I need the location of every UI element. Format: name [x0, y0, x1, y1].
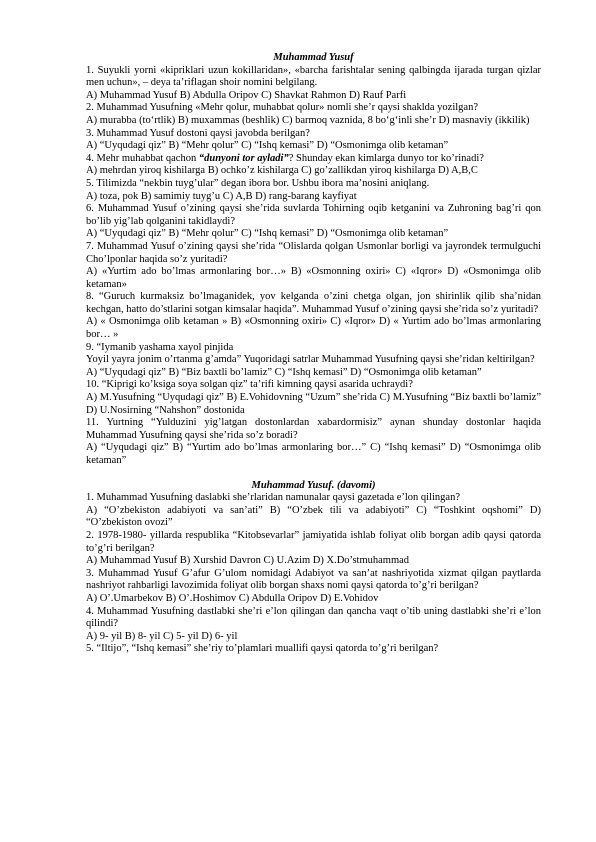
document-page [86, 52, 541, 656]
section-title: Muhammad Yusuf [273, 52, 354, 63]
answer-options: A) Muhammad Yusuf B) Xurshid Davron C) U.Azim D) X.Do’stmuhammad [86, 555, 410, 567]
answer-options: A) “O’zbekiston adabiyoti va san’ati” B) “O’zbek tili va adabiyoti” C) “Toshkint oqshomi” D) “O’zbekiston ovozi” [86, 504, 541, 529]
question-text: 9. “Iymanib yashama xayol pinjida [86, 341, 234, 353]
question-text: 1. Suyukli yorni «kipriklari uzun kokillaridan», «barcha farishtalar sening qalbingda ijarada turgan qizlar men uchun», – deya ta’riflagan shoir nomini belgilang. [86, 64, 541, 89]
question-text: 7. Muhammad Yusuf o’zining qaysi she’rida “Olislarda qolgan Usmonlar borligi va jayrondek termulguchi Cho’lponlar haqida so’z yuritadi? [86, 240, 541, 265]
question-text: 1. Muhammad Yusufning daslabki she’rlaridan namunalar qaysi gazetada e’lon qilingan? [86, 492, 460, 504]
question-text: 8. “Guruch kurmaksiz bo’lmaganidek, yov kelganda o’zini chetga olgan, jon shirinlik qilib sha’nidan kechgan, hatto do’stlarini sotgan kimsalar haqida”. Muhammad Yusuf o’zining qaysi she’rida so’z yuritadi? [86, 291, 541, 315]
question-text [86, 153, 541, 166]
question-text: 11. Yurtning “Yulduzini yig’latgan dostonlardan xabardormisiz” aynan shunday dostonlar haqida Muhammad Yusufning qaysi she’rida so’z boradi? [86, 417, 541, 441]
answer-options: A) O’.Umarbekov B) O’.Hoshimov C) Abdulla Oripov D) E.Vohidov [86, 592, 379, 604]
section-title: Muhammad Yusuf. (davomi) [251, 479, 376, 491]
answer-options: A) “Uyqudagi qiz” B) “Mehr qolur” C) “Ishq kemasi” D) “Osmonimga olib ketaman” [86, 228, 449, 240]
answer-options: A) “Uyqudagi qiz” B) “Mehr qolur” C) “Ishq kemasi” D) “Osmonimga olib ketaman” [86, 140, 449, 152]
answer-options: A) “Uyqudagi qiz” B) “Yurtim ado bo’lmas armonlaring bor…” C) “Ishq kemasi” D) “Osmonimga olib ketaman” [86, 442, 541, 466]
question-text: 10. “Kiprigi ko’ksiga soya solgan qiz” ta’rifi kimning qaysi asarida uchraydi? [86, 379, 413, 391]
answer-options: A) « Osmonimga olib ketaman » B) «Osmonning oxiri» C) «Iqror» D) « Yurtim ado bo’lmas armonlaring bor… » [86, 316, 541, 341]
question-text: 3. Muhammad Yusuf G’afur G’ulom nomidagi Adabiyot va san’at nashriyotida xizmat qilgan paytlarda nashriyot rahbarligi lavozimida foliyat olib borgan shaxs nomi qaysi qatorda to’g’ri berilgan? [86, 567, 541, 592]
answer-options: A) mehrdan yiroq kishilarga B) ochko’z kishilarga C) go’zallikdan yiroq kishilarga D) A,B,C [86, 165, 478, 177]
question-text: 3. Muhammad Yusuf dostoni qaysi javobda berilgan? [86, 127, 310, 139]
question-text: 5. “Iltijo”, “Ishq kemasi” she’riy to’plamlari muallifi qaysi qatorda to’g’ri berilgan? [86, 643, 439, 655]
question-4-start: 4. Mehr muhabbat qachon [86, 152, 199, 164]
answer-options: A) “Uyqudagi qiz” B) “Biz baxtli bo’lamiz” C) “Ishq kemasi” D) “Osmonimga olib ketaman” [86, 366, 482, 378]
question-text: 2. 1978-1980- yillarda respublika “Kitobsevarlar” jamiyatida ishlab foliyat olib borgan adib qaysi qatorda to’g’ri berilgan? [86, 529, 541, 554]
answer-options: A) 9- yil B) 8- yil C) 5- yil D) 6- yil [86, 630, 238, 642]
question-text: 4. Muhammad Yusufning dastlabki she’ri e’lon qilingan dan qancha vaqt o’tib uning dastlabki she’ri e’lon qilindi? [86, 605, 541, 630]
question-text: Yoyil yayra jonim o’rtanma g’amda” Yuqoridagi satrlar Muhammad Yusufning qaysi she’ridan keltirilgan? [86, 354, 535, 366]
answer-options: A) toza, pok B) samimiy tuyg’u C) A,B D) rang-barang kayfiyat [86, 190, 357, 202]
question-text: 5. Tilimizda “nekbin tuyg’ular” degan ibora bor. Ushbu ibora ma’nosini aniqlang. [86, 177, 430, 189]
question-4-end: ? Shunday ekan kimlarga dunyo tor ko’rinadi? [288, 152, 484, 164]
question-text: 2. Muhammad Yusufning «Mehr qolur, muhabbat qolur» nomli she’r qaysi shaklda yozilgan? [86, 102, 478, 114]
question-4-emphasis: “dunyoni tor ayladi” [198, 152, 289, 164]
answer-options: A) Muhammad Yusuf B) Abdulla Oripov C) Shavkat Rahmon D) Rauf Parfi [86, 89, 407, 101]
question-text: 6. Muhammad Yusuf o’zining qaysi she’rida suvlarda Tohirning oqib ketganini va Zuhroning bag’ri qon bo’lib yig’lab qolganini takidlaydi? [86, 203, 541, 227]
answer-options: A) murabba (to‘rtlik) B) muxammas (beshlik) C) barmoq vaznida, 8 bo‘g‘inli she’r D) masnaviy (ikkilik) [86, 114, 530, 126]
answer-options: A) M.Yusufning “Uyqudagi qiz” B) E.Vohidovning “Uzum” she’rida C) M.Yusufning “Biz baxtli bo’lamiz” D) U.Nosirning “Nahshon” dostonida [86, 392, 541, 416]
answer-options: A) «Yurtim ado bo’lmas armonlaring bor…» B) «Osmonning oxiri» C) «Iqror» D) «Osmonimga olib ketaman» [86, 266, 541, 290]
